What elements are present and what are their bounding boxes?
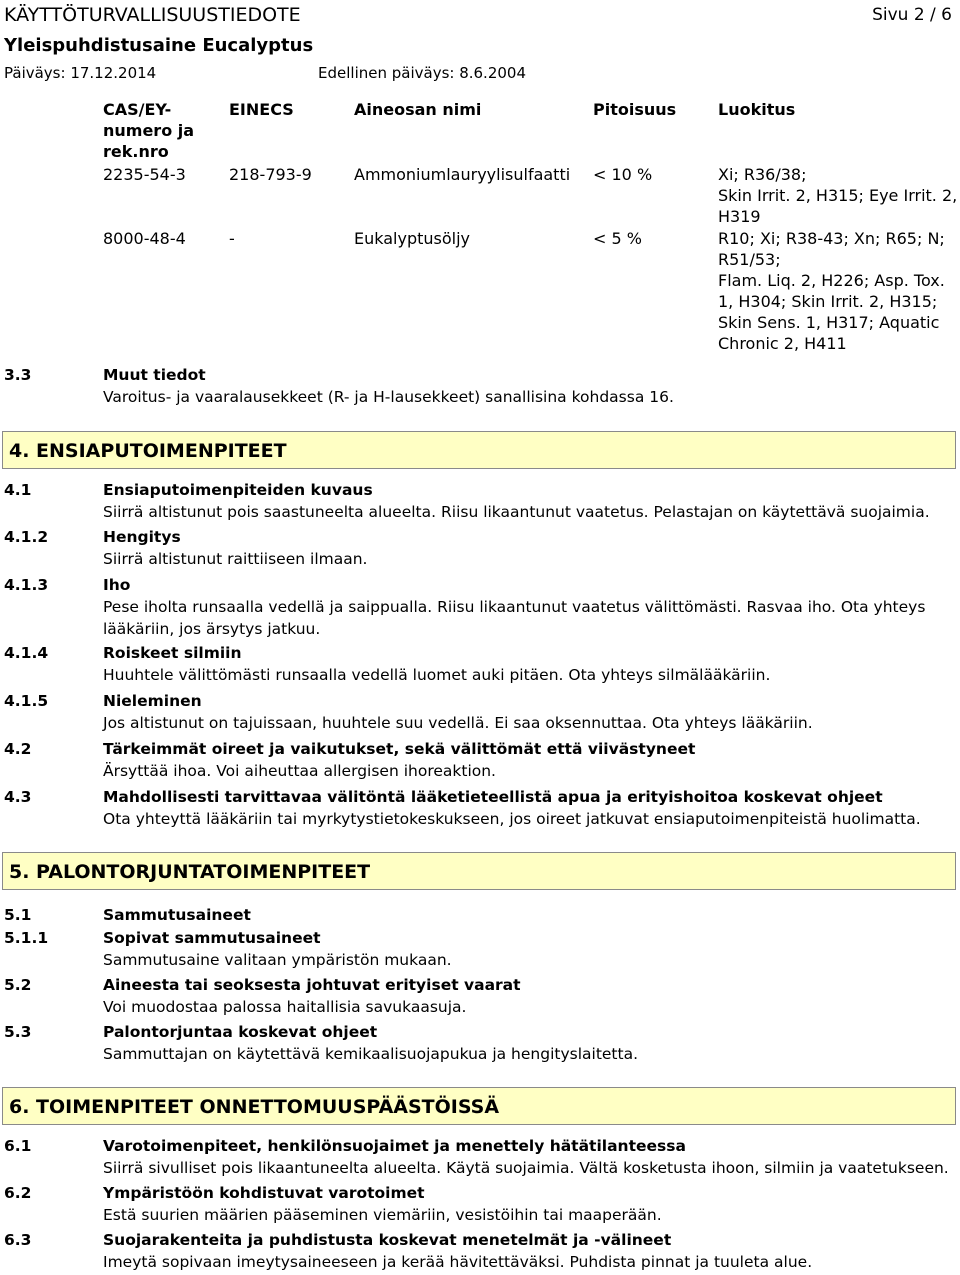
subsection-number: 5.1.1 (4, 929, 49, 947)
subsection-title: Ympäristöön kohdistuvat varotoimet (103, 1184, 425, 1202)
column-header-name: Aineosan nimi (354, 100, 482, 119)
date-line (4, 64, 956, 82)
cell-cas: 8000-48-4 (103, 229, 186, 248)
subsection-text: Siirrä altistunut raittiiseen ilmaan. (103, 550, 368, 568)
column-header-concentration: Pitoisuus (593, 100, 677, 119)
subsection-number: 5.1 (4, 906, 32, 924)
section-title: 6. TOIMENPITEET ONNETTOMUUSPÄÄSTÖISSÄ (9, 1096, 500, 1118)
subsection-number: 5.2 (4, 976, 32, 994)
subsection-text: Siirrä altistunut pois saastuneelta alueelta. Riisu likaantunut vaatetus. Pelastajan on käytettävä suojaimia. (103, 503, 930, 521)
section-5-header (2, 852, 956, 890)
subsection-title: Suojarakenteita ja puhdistusta koskevat menetelmät ja -välineet (103, 1231, 672, 1249)
subsection-text: Siirrä sivulliset pois likaantuneelta alueelta. Käytä suojaimia. Vältä kosketusta ihoon, silmiin ja vaatetukseen. (103, 1159, 949, 1177)
subsection-number: 6.3 (4, 1231, 32, 1249)
subsection-text: Voi muodostaa palossa haitallisia savukaasuja. (103, 998, 467, 1016)
document-title: KÄYTTÖTURVALLISUUSTIEDOTE (4, 4, 301, 26)
subsection-number: 4.1.5 (4, 692, 49, 710)
subsection-number: 4.1.3 (4, 576, 49, 594)
subsection-number: 4.2 (4, 740, 32, 758)
section-title: 4. ENSIAPUTOIMENPITEET (9, 440, 287, 462)
subsection-number: 5.3 (4, 1023, 32, 1041)
cell-concentration: < 10 % (593, 165, 653, 184)
cell-einecs: - (229, 229, 235, 248)
section-4-header (2, 431, 956, 469)
subsection-text: Jos altistunut on tajuissaan, huuhtele suu vedellä. Ei saa oksennuttaa. Ota yhteys lääkäriin. (103, 714, 813, 732)
subsection-title: Tärkeimmät oireet ja vaikutukset, sekä välittömät että viivästyneet (103, 740, 696, 758)
subsection-number: 4.3 (4, 788, 32, 806)
column-header-classification: Luokitus (718, 100, 796, 119)
section-6-header (2, 1087, 956, 1125)
subsection-title: Varotoimenpiteet, henkilönsuojaimet ja menettely hätätilanteessa (103, 1137, 686, 1155)
subsection-title: Iho (103, 576, 131, 594)
subsection-text: Estä suurien määrien pääseminen viemäriin, vesistöihin tai maaperään. (103, 1206, 662, 1224)
subsection-title: Nieleminen (103, 692, 202, 710)
page-number: Sivu 2 / 6 (872, 5, 952, 25)
subsection-title: Palontorjuntaa koskevat ohjeet (103, 1023, 378, 1041)
column-header-einecs: EINECS (229, 100, 294, 119)
subsection-title: Sopivat sammutusaineet (103, 929, 321, 947)
subsection-text: Pese iholta runsaalla vedellä ja saippualla. Riisu likaantunut vaatetus välittömästi. Rasvaa iho. Ota yhteys lääkäriin, jos ärsytys jatkuu. (103, 598, 926, 638)
subsection-number: 6.2 (4, 1184, 32, 1202)
subsection-number: 6.1 (4, 1137, 32, 1155)
section-title: 5. PALONTORJUNTATOIMENPITEET (9, 861, 371, 883)
subsection-title: Mahdollisesti tarvittavaa välitöntä lääketieteellistä apua ja erityishoitoa koskevat ohjeet (103, 788, 883, 806)
subsection-number: 3.3 (4, 366, 32, 384)
product-name: Yleispuhdistusaine Eucalyptus (4, 35, 314, 56)
subsection-title: Aineesta tai seoksesta johtuvat erityiset vaarat (103, 976, 521, 994)
subsection-text: Huuhtele välittömästi runsaalla vedellä luomet auki pitäen. Ota yhteys silmälääkäriin. (103, 666, 771, 684)
cell-einecs: 218-793-9 (229, 165, 312, 184)
subsection-title: Roiskeet silmiin (103, 644, 242, 662)
subsection-text: Ota yhteyttä lääkäriin tai myrkytystietokeskukseen, jos oireet jatkuvat ensiaputoimenpiteistä huolimatta. (103, 810, 921, 828)
subsection-title: Muut tiedot (103, 366, 206, 384)
cell-name: Ammoniumlauryylisulfaatti (354, 165, 571, 184)
subsection-text: Varoitus- ja vaaralausekkeet (R- ja H-lausekkeet) sanallisina kohdassa 16. (103, 388, 674, 406)
cell-classification: Xi; R36/38; Skin Irrit. 2, H315; Eye Irrit. 2, H319 (718, 165, 958, 226)
subsection-text: Ärsyttää ihoa. Voi aiheuttaa allergisen ihoreaktion. (103, 762, 496, 780)
cell-name: Eukalyptusöljy (354, 229, 471, 248)
subsection-text: Sammutusaine valitaan ympäristön mukaan. (103, 951, 452, 969)
cell-classification: R10; Xi; R38-43; Xn; R65; N; R51/53; Flam. Liq. 2, H226; Asp. Tox. 1, H304; Skin Irrit. 2, H315; Skin Sens. 1, H317; Aquatic Chronic 2, H411 (718, 229, 945, 353)
column-header-cas: CAS/EY- numero ja rek.nro (103, 100, 195, 161)
subsection-number: 4.1.4 (4, 644, 49, 662)
subsection-number: 4.1.2 (4, 528, 49, 546)
subsection-title: Hengitys (103, 528, 181, 546)
subsection-text: Imeytä sopivaan imeytysaineeseen ja kerää hävitettäväksi. Puhdista pinnat ja tuuleta alue. (103, 1253, 813, 1271)
subsection-text: Sammuttajan on käytettävä kemikaalisuojapukua ja hengityslaitetta. (103, 1045, 639, 1063)
cell-concentration: < 5 % (593, 229, 642, 248)
subsection-title: Ensiaputoimenpiteiden kuvaus (103, 481, 373, 499)
previous-date: Edellinen päiväys: 8.6.2004 (318, 64, 527, 82)
cell-cas: 2235-54-3 (103, 165, 186, 184)
subsection-number: 4.1 (4, 481, 32, 499)
subsection-title: Sammutusaineet (103, 906, 251, 924)
issue-date: Päiväys: 17.12.2014 (4, 64, 157, 82)
